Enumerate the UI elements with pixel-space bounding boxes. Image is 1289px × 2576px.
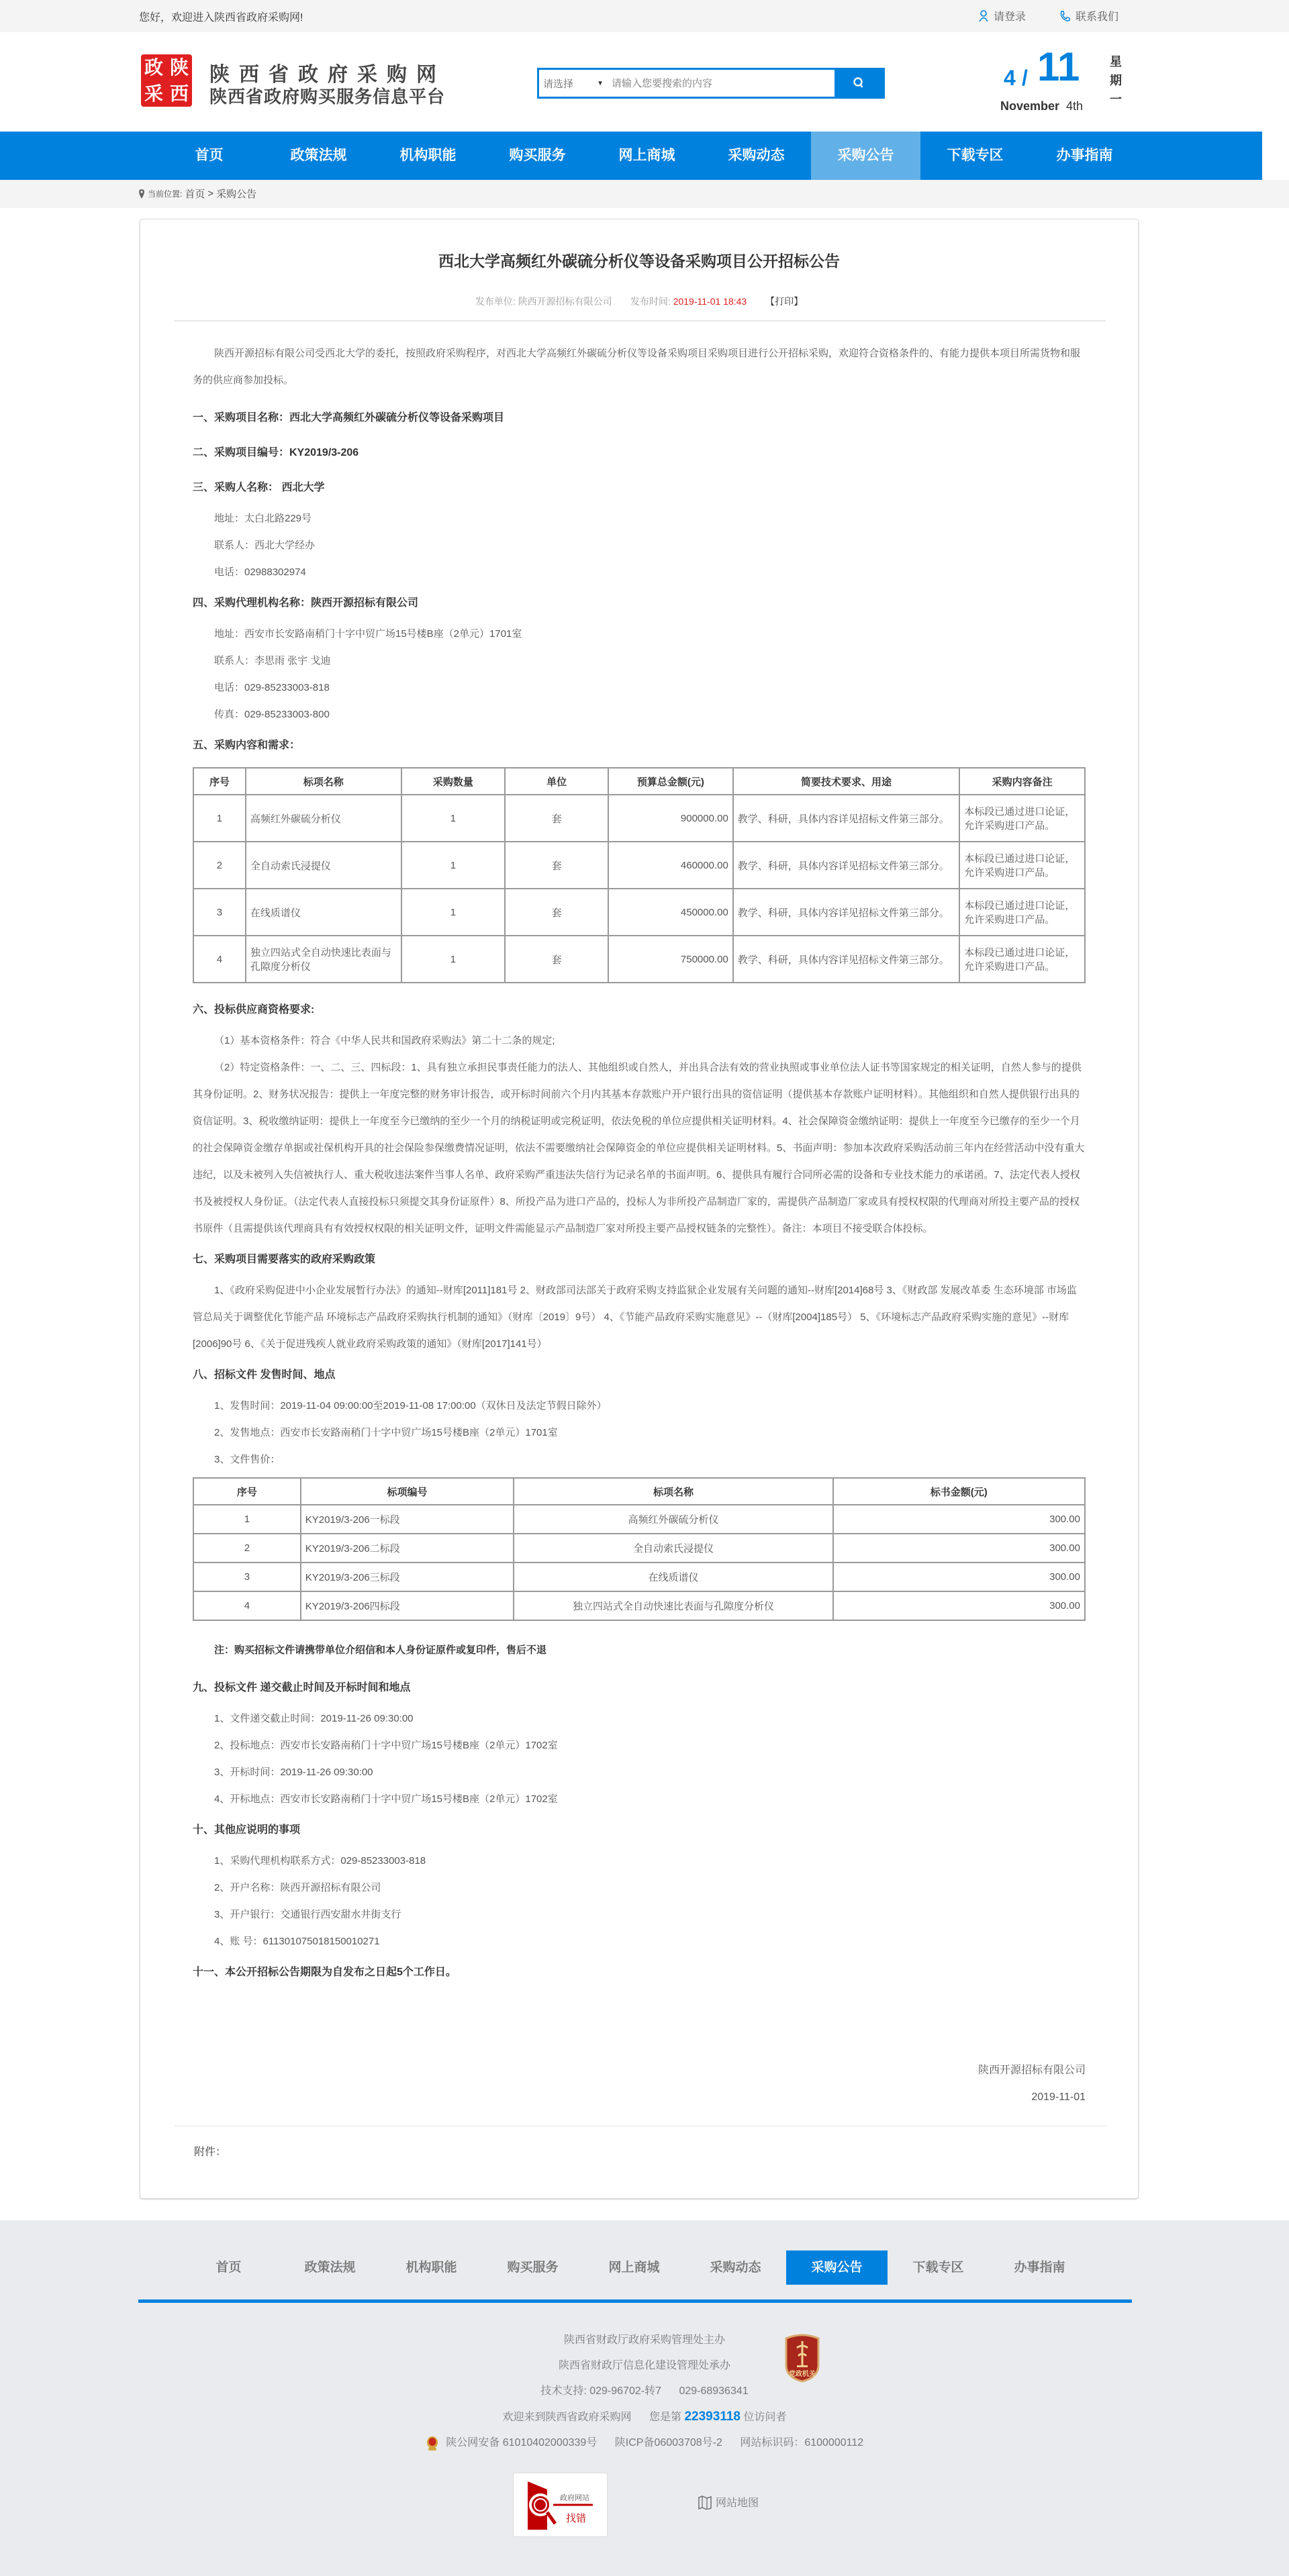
document-price-table <box>193 1477 1086 1621</box>
column-header: 采购内容备注 <box>959 768 1085 795</box>
cell-unit: 套 <box>505 795 608 842</box>
footer-nav-guide[interactable]: 办事指南 <box>1014 2261 1065 2275</box>
cell-budget: 750000.00 <box>608 936 733 983</box>
footer-nav-mall[interactable]: 网上商城 <box>608 2261 660 2275</box>
tech-support <box>0 2379 1289 2404</box>
emblem-text: 党政机关 <box>789 2371 816 2378</box>
cell-lot-name: 高频红外碳硫分析仪 <box>514 1505 832 1534</box>
footer-nav-agency[interactable]: 机构职能 <box>405 2261 457 2275</box>
footer-nav <box>178 2250 1090 2285</box>
cell-lot-name: 在线质谱仪 <box>514 1563 832 1591</box>
column-header: 预算总金额(元) <box>608 768 733 795</box>
table-header-row <box>193 1478 1085 1505</box>
cell-remarks: 本标段已通过进口论证，允许采购进口产品。 <box>959 842 1085 889</box>
column-header: 标项名称 <box>246 768 401 795</box>
specific-qualification: （2）特定资格条件：一、二、三、四标段：1、具有独立承担民事责任能力的法人、其他组织或自然人，并出具合法有效的营业执照或事业单位法人证书等国家规定的相关证明，自然人参与的提供其身份证明。2、财务状况报告：提供上一年度完整的财务审计报告，或开标时间前六个月内其基本存款账户开户银行出具的资信证明（提供基本存款账户证明材料）。其他组织和自然人提供银行出具的资信证明。3、税收缴纳证明：提供上一年度至今已缴纳的至少一个月的纳税证明或完税证明，依法免税的单位应提供相关证明材料。4、社会保障资金缴纳证明：提供上一年度至今已缴存的至少一个月的社会保障资金缴存单据或社保机构开具的社会保险参保缴费情况证明，依法不需要缴纳社会保障资金的单位应提供相关证明材料。5、书面声明：参加本次政府采购活动前三年内在经营活动中没有重大违纪，以及未被列入失信被执行人、重大税收违法案件当事人名单、政府采购严重违法失信行为记录名单的书面声明。6、提供具有履行合同所必需的设备和专业技术能力的承诺函。7、法定代表人授权书及被授权人身份证。（法定代表人直接投标只须提交其身份证原件）8、所投产品为进口产品的，投标人为非所投产品制造厂家的，需提供产品制造厂家或具有授权权限的代理商对所投主要产品的授权书原件（且需提供该代理商具有有效授权权限的相关证明文件，证明文件需能显示产品制造厂家对所投主要产品授权链条的完整性）。备注：本项目不接受联合体投标。 <box>193 1062 1085 1234</box>
search-category-value: 请选择 <box>543 78 574 90</box>
contact-link[interactable] <box>1059 8 1118 23</box>
search-icon <box>853 77 865 90</box>
caret-down-icon: ▼ <box>597 79 604 87</box>
agency-contact: 联系人：李思雨 张宇 戈迪 <box>214 655 331 666</box>
table-row <box>193 1534 1085 1563</box>
cell-item-name: 在线质谱仪 <box>246 889 401 936</box>
cell-unit: 套 <box>505 842 608 889</box>
site-subtitle: 陕西省政府购买服务信息平台 <box>209 87 446 107</box>
column-header: 单位 <box>505 768 608 795</box>
footer-nav-policy[interactable]: 政策法规 <box>304 2261 356 2275</box>
cell-index: 1 <box>193 795 246 842</box>
search-bar <box>537 68 885 99</box>
cell-requirements: 教学、科研，具体内容详见招标文件第三部分。 <box>733 889 959 936</box>
column-header: 简要技术要求、用途 <box>733 768 959 795</box>
map-icon <box>698 2493 712 2510</box>
account-number: 4、账 号：611301075018150010271 <box>214 1936 380 1947</box>
weekday-char: 一 <box>1110 93 1122 106</box>
cell-quantity: 1 <box>401 795 506 842</box>
article-title: 西北大学高频红外碳硫分析仪等设备采购项目公开招标公告 <box>438 252 840 270</box>
cell-lot-name: 全自动索氏浸提仪 <box>514 1534 832 1563</box>
section-heading: 九、投标文件 递交截止时间及开标时间和地点 <box>193 1682 411 1693</box>
table-row <box>193 842 1085 889</box>
sale-location: 2、发售地点：西安市长安路南稍门十字中贸广场15号楼B座（2单元）1701室 <box>214 1427 558 1438</box>
cell-quantity: 1 <box>401 889 506 936</box>
top-bar <box>0 0 1289 32</box>
cell-remarks: 本标段已通过进口论证，允许采购进口产品。 <box>959 889 1085 936</box>
article-body <box>193 340 1086 1990</box>
footer-nav-downloads[interactable]: 下载专区 <box>912 2261 964 2275</box>
icp-link[interactable]: 陕ICP备06003708号-2 <box>614 2437 722 2448</box>
search-input[interactable] <box>609 70 834 97</box>
breadcrumb-label: 当前位置: <box>148 189 183 199</box>
weekday <box>1110 52 1123 109</box>
login-label: 请登录 <box>994 11 1027 23</box>
attachments-label: 附件： <box>194 2146 227 2158</box>
nav-item-mall[interactable]: 网上商城 <box>618 148 675 163</box>
agency-phone: 电话：029-85233003-818 <box>214 682 330 693</box>
publish-time: 2019-11-01 18:43 <box>673 296 747 307</box>
print-button[interactable]: 【打印】 <box>765 296 804 307</box>
cell-price: 300.00 <box>833 1505 1085 1534</box>
site-header <box>0 32 1289 132</box>
column-header: 标项编号 <box>301 1478 514 1505</box>
account-name: 2、开户名称：陕西开源招标有限公司 <box>214 1882 381 1893</box>
section-heading: 六、投标供应商资格要求: <box>193 1004 315 1015</box>
magnifier-icon <box>514 2473 608 2538</box>
footer-nav-services[interactable]: 购买服务 <box>507 2261 559 2275</box>
cell-unit: 套 <box>505 889 608 936</box>
column-header: 序号 <box>193 768 246 795</box>
signature-date: 2019-11-01 <box>1031 2091 1086 2103</box>
nav-item-news[interactable]: 采购动态 <box>728 148 785 163</box>
sitemap-label: 网站地图 <box>716 2497 759 2509</box>
cell-price: 300.00 <box>833 1534 1085 1563</box>
table-row <box>193 936 1085 983</box>
search-category-select[interactable] <box>539 70 609 97</box>
site-footer <box>0 2220 1289 2576</box>
footer-nav-home[interactable]: 首页 <box>216 2261 242 2275</box>
table-header-row <box>193 768 1085 795</box>
breadcrumb-home[interactable]: 首页 <box>185 189 205 200</box>
section-heading: 七、采购项目需要落实的政府采购政策 <box>193 1254 376 1265</box>
date-english <box>1000 99 1083 113</box>
cell-item-name: 高频红外碳硫分析仪 <box>246 795 401 842</box>
find-error-badge[interactable] <box>513 2473 608 2537</box>
column-header: 序号 <box>193 1478 301 1505</box>
date-day: 11 <box>1037 44 1080 89</box>
table-row <box>193 889 1085 936</box>
cell-index: 2 <box>193 842 246 889</box>
cell-price: 300.00 <box>833 1563 1085 1591</box>
nav-item-policy[interactable]: 政策法规 <box>290 148 347 163</box>
visitor-count: 22393118 <box>684 2410 741 2424</box>
cell-requirements: 教学、科研，具体内容详见招标文件第三部分。 <box>733 842 959 889</box>
section-heading: 十、其他应说明的事项 <box>193 1824 301 1836</box>
opening-time: 3、开标时间：2019-11-26 09:30:00 <box>214 1767 373 1778</box>
welcome-footer: 欢迎来到陕西省政府采购网 <box>502 2412 632 2423</box>
cell-lot-name: 独立四站式全自动快速比表面与孔隙度分析仪 <box>514 1591 832 1620</box>
sale-time: 1、发售时间：2019-11-04 09:00:00至2019-11-08 17:00:00（双休日及法定节假日除外） <box>214 1400 607 1411</box>
date-month-en: November <box>1000 99 1060 113</box>
police-badge-icon <box>426 2435 439 2451</box>
search-button[interactable] <box>834 70 883 97</box>
cell-lot-number: KY2019/3-206三标段 <box>301 1563 514 1591</box>
main-nav <box>0 132 1262 180</box>
nav-item-agency[interactable]: 机构职能 <box>399 148 457 163</box>
cell-item-name: 独立四站式全自动快速比表面与孔隙度分析仪 <box>246 936 401 983</box>
sitemap-link[interactable] <box>698 2493 759 2510</box>
column-header: 标书金额(元) <box>833 1478 1085 1505</box>
weekday-char: 期 <box>1110 74 1122 87</box>
article-card <box>140 219 1139 2199</box>
purchaser-contact: 联系人：西北大学经办 <box>214 540 316 551</box>
section-heading: 十一、本公开招标公告期限为自发布之日起5个工作日。 <box>193 1967 457 1978</box>
agency-contact-info: 1、采购代理机构联系方式：029-85233003-818 <box>214 1855 426 1867</box>
location-pin-icon <box>138 189 145 199</box>
submission-deadline: 1、文件递交截止时间：2019-11-26 09:30:00 <box>214 1713 414 1724</box>
column-header: 标项名称 <box>514 1478 832 1505</box>
cell-quantity: 1 <box>401 842 506 889</box>
document-price-label: 3、文件售价： <box>214 1454 281 1465</box>
visitor-suffix: 位访问者 <box>743 2412 787 2423</box>
breadcrumb-bar <box>0 180 1289 208</box>
table-row <box>193 795 1085 842</box>
nav-item-services[interactable]: 购买服务 <box>509 148 566 163</box>
nav-item-downloads[interactable]: 下载专区 <box>947 148 1004 163</box>
policy-paragraph: 1、《政府采购促进中小企业发展暂行办法》的通知--财库[2011]181号 2、财政部司法部关于政府采购支持监狱企业发展有关问题的通知--财库[2014]68号 3、《财政部 发展改革委 生态环境部 市场监管总局关于调整优化节能产品 环境标志产品政府采购执行机制的通知》（财库〔2019〕9号） 4、《节能产品政府采购实施意见》--（财库[2004]185号） 5、《环境标志产品政府采购实施的意见》--财库[2006]90号 6、《关于促进残疾人就业政府采购政策的通知》（财库[2017]141号） <box>193 1285 1077 1350</box>
nav-item-guide[interactable]: 办事指南 <box>1056 148 1113 163</box>
welcome-text: 您好，欢迎进入陕西省政府采购网! <box>139 12 303 23</box>
cell-index: 4 <box>193 936 246 983</box>
account-bank: 3、开户银行：交通银行西安甜水井街支行 <box>214 1909 401 1920</box>
cell-lot-number: KY2019/3-206二标段 <box>301 1534 514 1563</box>
procurement-table <box>193 767 1086 983</box>
signature-block <box>978 2057 1086 2111</box>
cell-index: 2 <box>193 1534 301 1563</box>
purchaser-phone: 电话：02988302974 <box>214 566 306 578</box>
footer-nav-news[interactable]: 采购动态 <box>710 2261 761 2275</box>
table-row <box>193 1591 1085 1620</box>
section-heading: 八、招标文件 发售时间、地点 <box>193 1369 336 1381</box>
section-heading: 一、采购项目名称：西北大学高频红外碳硫分析仪等设备采购项目 <box>193 412 505 424</box>
login-link[interactable] <box>979 8 1026 23</box>
undertake-text: 陕西省财政厅信息化建设管理处承办 <box>558 2360 730 2371</box>
cell-requirements: 教学、科研，具体内容详见招标文件第三部分。 <box>733 795 959 842</box>
divider <box>174 320 1106 321</box>
logo-char: 陕 <box>169 56 189 78</box>
user-icon <box>979 10 988 22</box>
cell-remarks: 本标段已通过进口论证，允许采购进口产品。 <box>959 795 1085 842</box>
cell-budget: 900000.00 <box>608 795 733 842</box>
record-line <box>0 2430 1289 2456</box>
party-government-emblem[interactable] <box>782 2333 822 2383</box>
cell-quantity: 1 <box>401 936 506 983</box>
publisher: 陕西开源招标有限公司 <box>518 296 612 307</box>
cell-unit: 套 <box>505 936 608 983</box>
column-header: 采购数量 <box>401 768 506 795</box>
section-heading: 五、采购内容和需求： <box>193 740 301 751</box>
site-title: 陕西省政府采购网 <box>209 64 446 86</box>
cell-index: 3 <box>193 889 246 936</box>
bid-location: 2、投标地点：西安市长安路南稍门十字中贸广场15号楼B座（2单元）1702室 <box>214 1740 558 1751</box>
host-text: 陕西省财政厅政府采购管理处主办 <box>563 2334 725 2346</box>
table-row <box>193 1563 1085 1591</box>
site-logo[interactable] <box>141 54 192 107</box>
agency-address: 地址：西安市长安路南稍门十字中贸广场15号楼B座（2单元）1701室 <box>214 628 522 640</box>
cell-budget: 450000.00 <box>608 889 733 936</box>
publish-time-label: 发布时间: <box>630 296 671 307</box>
tech-support-label: 技术支持: <box>540 2385 587 2397</box>
date-ordinal: 4th <box>1066 99 1084 113</box>
site-id: 网站标识码：6100000112 <box>740 2437 864 2448</box>
breadcrumb-current[interactable]: 采购公告 <box>216 189 257 200</box>
nav-item-home[interactable]: 首页 <box>195 148 224 163</box>
opening-location: 4、开标地点：西安市长安路南稍门十字中贸广场15号楼B座（2单元）1702室 <box>214 1793 558 1805</box>
agency-fax: 传真：029-85233003-800 <box>214 709 330 720</box>
purchase-note: 注：购买招标文件请携带单位介绍信和本人身份证原件或复印件，售后不退 <box>214 1644 547 1656</box>
cell-requirements: 教学、科研，具体内容详见招标文件第三部分。 <box>733 936 959 983</box>
contact-label: 联系我们 <box>1076 11 1119 23</box>
footer-info <box>0 2328 1289 2456</box>
findbug-top-text: 政府网站 <box>560 2494 589 2502</box>
logo-char: 采 <box>144 83 163 104</box>
publisher-label: 发布单位: <box>475 296 516 307</box>
article-meta <box>140 295 1138 308</box>
cell-price: 300.00 <box>833 1591 1085 1620</box>
cell-budget: 460000.00 <box>608 842 733 889</box>
footer-nav-announcements[interactable]: 采购公告 <box>786 2250 888 2285</box>
logo-char: 西 <box>169 83 189 104</box>
purchaser-address: 地址：太白北路229号 <box>214 513 312 524</box>
date-month: 4 <box>1004 66 1016 90</box>
breadcrumb-separator: > <box>207 188 214 199</box>
nav-item-announcements[interactable]: 采购公告 <box>811 132 920 180</box>
footer-divider <box>138 2299 1132 2303</box>
basic-qualification: （1）基本资格条件：符合《中华人民共和国政府采购法》第二十二条的规定; <box>214 1035 555 1046</box>
breadcrumb <box>138 187 256 201</box>
cell-item-name: 全自动索氏浸提仪 <box>246 842 401 889</box>
cell-remarks: 本标段已通过进口论证，允许采购进口产品。 <box>959 936 1085 983</box>
police-record-link[interactable]: 陕公网安备 61010402000339号 <box>446 2437 598 2448</box>
date-display <box>1000 46 1121 119</box>
logo-char: 政 <box>144 56 163 78</box>
section-heading: 四、采购代理机构名称：陕西开源招标有限公司 <box>193 597 419 609</box>
visitor-prefix: 您是第 <box>649 2412 682 2423</box>
table-row <box>193 1505 1085 1534</box>
findbug-bottom-text: 找错 <box>566 2513 587 2524</box>
intro-paragraph: 陕西开源招标有限公司受西北大学的委托，按照政府采购程序，对西北大学高频红外碳硫分析仪等设备采购项目采购项目进行公开招标采购，欢迎符合资格条件的、有能力提供本项目所需货物和服务的供应商参加投标。 <box>193 348 1081 386</box>
visitor-line <box>0 2404 1289 2430</box>
section-heading: 三、采购人名称： 西北大学 <box>193 482 325 493</box>
date-slash: / <box>1022 66 1028 90</box>
tech-support-phone: 029-68936341 <box>679 2385 749 2397</box>
cell-index: 4 <box>193 1591 301 1620</box>
signature-company: 陕西开源招标有限公司 <box>977 2065 1086 2076</box>
phone-icon <box>1059 10 1070 22</box>
tech-support-phone: 029-96702-转7 <box>589 2385 661 2397</box>
section-heading: 二、采购项目编号：KY2019/3-206 <box>193 447 359 458</box>
nav-edge <box>1262 132 1289 180</box>
cell-index: 1 <box>193 1505 301 1534</box>
cell-lot-number: KY2019/3-206一标段 <box>301 1505 514 1534</box>
cell-lot-number: KY2019/3-206四标段 <box>301 1591 514 1620</box>
cell-index: 3 <box>193 1563 301 1591</box>
weekday-char: 星 <box>1110 55 1122 68</box>
